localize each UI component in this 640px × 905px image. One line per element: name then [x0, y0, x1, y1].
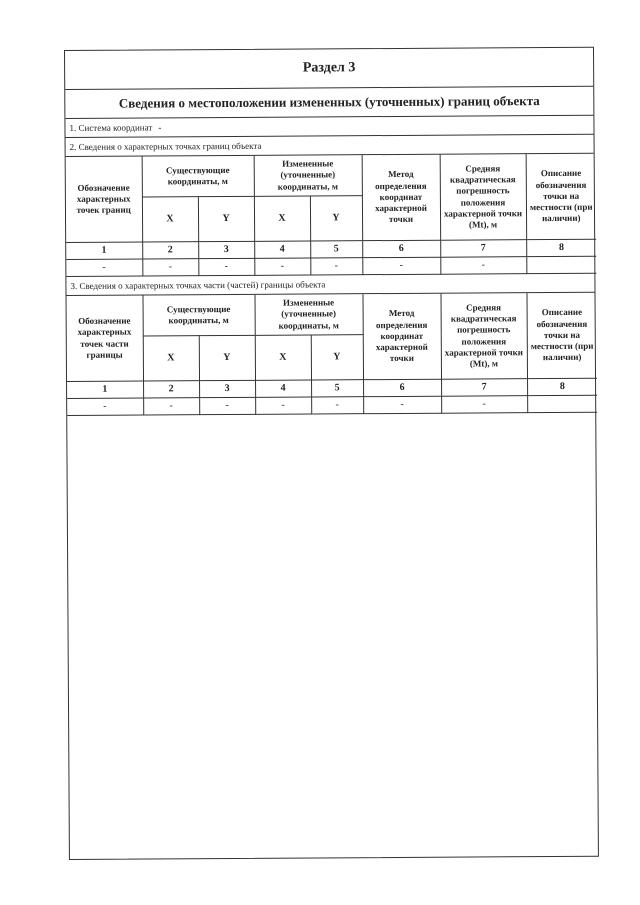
column-number: 6 — [362, 240, 440, 257]
block2-header-description: Описание обозначения точки на местности (при наличии) — [526, 154, 597, 240]
table-cell — [527, 395, 597, 412]
block3-header-changed-y: Y — [311, 335, 363, 380]
table-cell: - — [66, 259, 142, 276]
section-title: Раздел 3 — [65, 48, 593, 90]
table-cell: - — [441, 396, 527, 414]
column-number: 4 — [255, 380, 311, 397]
block3-header-method: Метод определения координат характерной точки — [363, 294, 442, 380]
table-cell: - — [254, 258, 310, 275]
block2-header-method: Метод определения координат характерной точки — [362, 155, 441, 241]
table-cell — [526, 256, 596, 273]
column-number: 6 — [363, 379, 441, 396]
block3-header-existing-x: X — [143, 336, 199, 381]
block3-table — [67, 293, 598, 416]
table-cell: - — [311, 397, 363, 414]
column-number: 2 — [143, 381, 199, 398]
block3-header-changed: Измененные (уточненные) координаты, м — [255, 294, 363, 335]
table-cell: - — [67, 398, 143, 415]
block2-table — [66, 154, 597, 277]
column-number: 3 — [199, 380, 255, 397]
table-cell: - — [198, 258, 254, 275]
table-cell: - — [363, 396, 441, 413]
table-cell: - — [142, 259, 198, 276]
column-number: 1 — [67, 381, 143, 398]
column-number: 8 — [526, 239, 596, 256]
block3-header-existing-y: Y — [199, 335, 255, 380]
column-number: 1 — [66, 242, 142, 259]
column-number: 3 — [198, 241, 254, 258]
block3-header-mse: Средняя квадратическая погрешность положения характерной точки (Mt), м — [441, 293, 528, 379]
block2-header-changed: Измененные (уточненные) координаты, м — [254, 155, 362, 196]
table-cell: - — [440, 257, 526, 275]
block2-header-changed-x: X — [254, 196, 310, 241]
table-cell: - — [143, 398, 199, 415]
document-sheet — [64, 47, 599, 860]
column-number: 4 — [254, 241, 310, 258]
column-number: 5 — [310, 241, 362, 258]
block2-header-existing: Существующие координаты, м — [142, 156, 254, 197]
section-heading: Сведения о местоположении измененных (уточненных) границ объекта — [65, 87, 593, 119]
table-cell: - — [362, 257, 440, 274]
table-cell: - — [199, 397, 255, 414]
block2-header-mse: Средняя квадратическая погрешность положения характерной точки (Mt), м — [440, 154, 527, 240]
column-number: 7 — [440, 240, 526, 258]
table-cell: - — [310, 258, 362, 275]
block3-header-description: Описание обозначения точки на местности (при наличии) — [527, 293, 598, 379]
table-cell: - — [255, 397, 311, 414]
table-row — [67, 395, 597, 415]
block2-header-designation: Обозначение характерных точек границ — [66, 157, 143, 243]
block2-header-existing-x: X — [142, 197, 198, 242]
block2-header-existing-y: Y — [198, 196, 254, 241]
block3-header-designation: Обозначение характерных точек части границы — [67, 296, 144, 382]
coord-system-value: - — [158, 122, 162, 133]
block3-header-changed-x: X — [255, 335, 311, 380]
block3-header-existing: Существующие координаты, м — [143, 295, 255, 336]
block3-label: 3. Сведения о характерных точках части (частей) границы объекта — [66, 274, 594, 296]
block2-header-changed-y: Y — [310, 196, 362, 241]
column-number: 7 — [441, 379, 527, 397]
coord-system-label: 1. Система координат — [69, 122, 153, 133]
column-number: 8 — [527, 378, 597, 395]
column-number: 5 — [311, 380, 363, 397]
column-number: 2 — [142, 242, 198, 259]
block2-label: 2. Сведения о характерных точках границ объекта — [66, 135, 594, 157]
